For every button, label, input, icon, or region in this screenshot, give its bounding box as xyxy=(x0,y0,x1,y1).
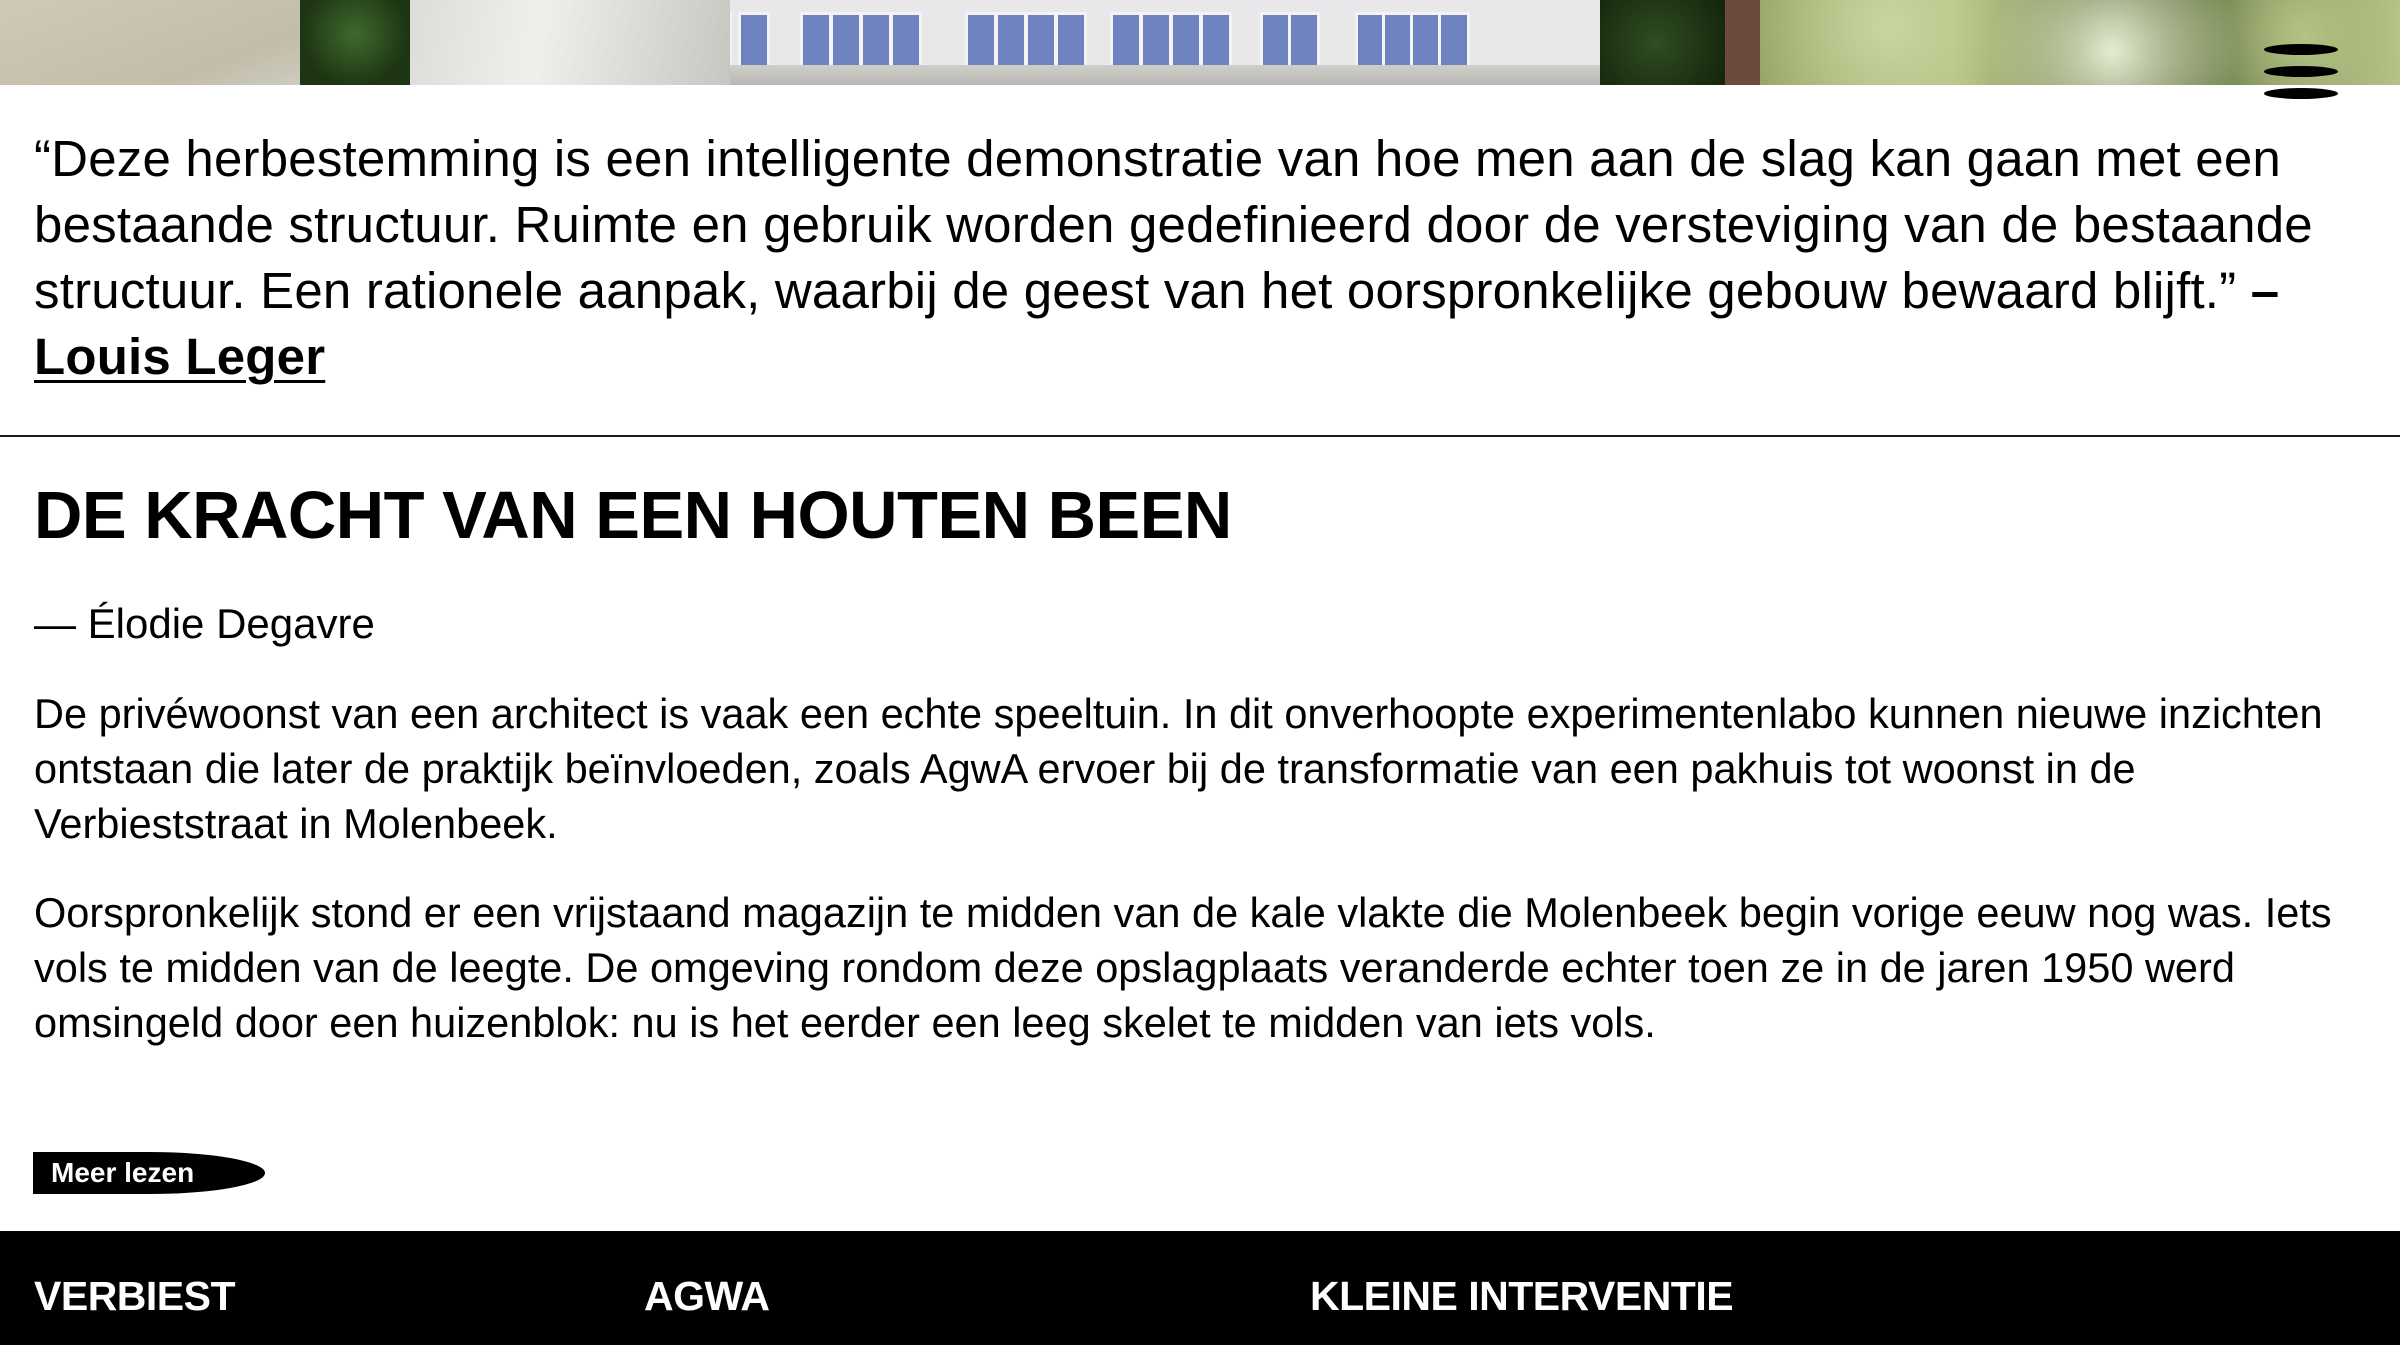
hero-ivy-segment xyxy=(300,0,410,85)
hamburger-menu-icon[interactable] xyxy=(2262,40,2342,104)
hero-ivy-segment-2 xyxy=(1600,0,1740,85)
footer-link-agwa[interactable]: AGWA xyxy=(644,1273,770,1319)
menu-bar-top xyxy=(2264,44,2338,55)
quote-dash: – xyxy=(2250,262,2280,319)
pull-quote xyxy=(34,126,2394,390)
footer-link-verbiest[interactable]: VERBIEST xyxy=(34,1273,236,1319)
article-title: DE KRACHT VAN EEN HOUTEN BEEN xyxy=(34,478,1232,553)
hero-image xyxy=(0,0,2400,85)
menu-bar-middle xyxy=(2264,66,2338,77)
hero-pillar-segment xyxy=(410,0,730,85)
section-divider xyxy=(0,435,2400,437)
article-paragraph: De privéwoonst van een architect is vaak een echte speeltuin. In dit onverhoopte experimentenlabo kunnen nieuwe inzichten ontstaan die later de praktijk beïnvloeden, zoals AgwA ervoer bij de transformatie van een pakhuis tot woonst in de Verbieststraat in Molenbeek. xyxy=(34,690,2323,847)
footer-link-kleine-interventie[interactable]: KLEINE INTERVENTIE xyxy=(1310,1273,1734,1319)
hero-building-segment xyxy=(620,0,1620,85)
article-byline: — Élodie Degavre xyxy=(34,600,375,647)
read-more-button[interactable]: Meer lezen xyxy=(33,1152,265,1194)
quote-text: “Deze herbestemming is een intelligente demonstratie van hoe men aan de slag kan gaan met een bestaande structuur. Ruimte en gebruik worden gedefinieerd door de versteviging van de bestaande structuur. Een rationele aanpak, waarbij de geest van het oorspronkelijke gebouw bewaard blijft.” xyxy=(34,130,2313,319)
article-paragraph: Oorspronkelijk stond er een vrijstaand magazijn te midden van de kale vlakte die Molenbeek begin vorige eeuw nog was. Iets vols te midden van de leegte. De omgeving rondom deze opslagplaats veranderde echter toen ze in de jaren 1950 werd omsingeld door een huizenblok: nu is het eerder een leeg skelet te midden van iets vols. xyxy=(34,889,2332,1046)
footer-nav xyxy=(0,1231,2400,1345)
quote-author-link[interactable]: Louis Leger xyxy=(34,328,326,385)
menu-bar-bottom xyxy=(2264,88,2338,99)
